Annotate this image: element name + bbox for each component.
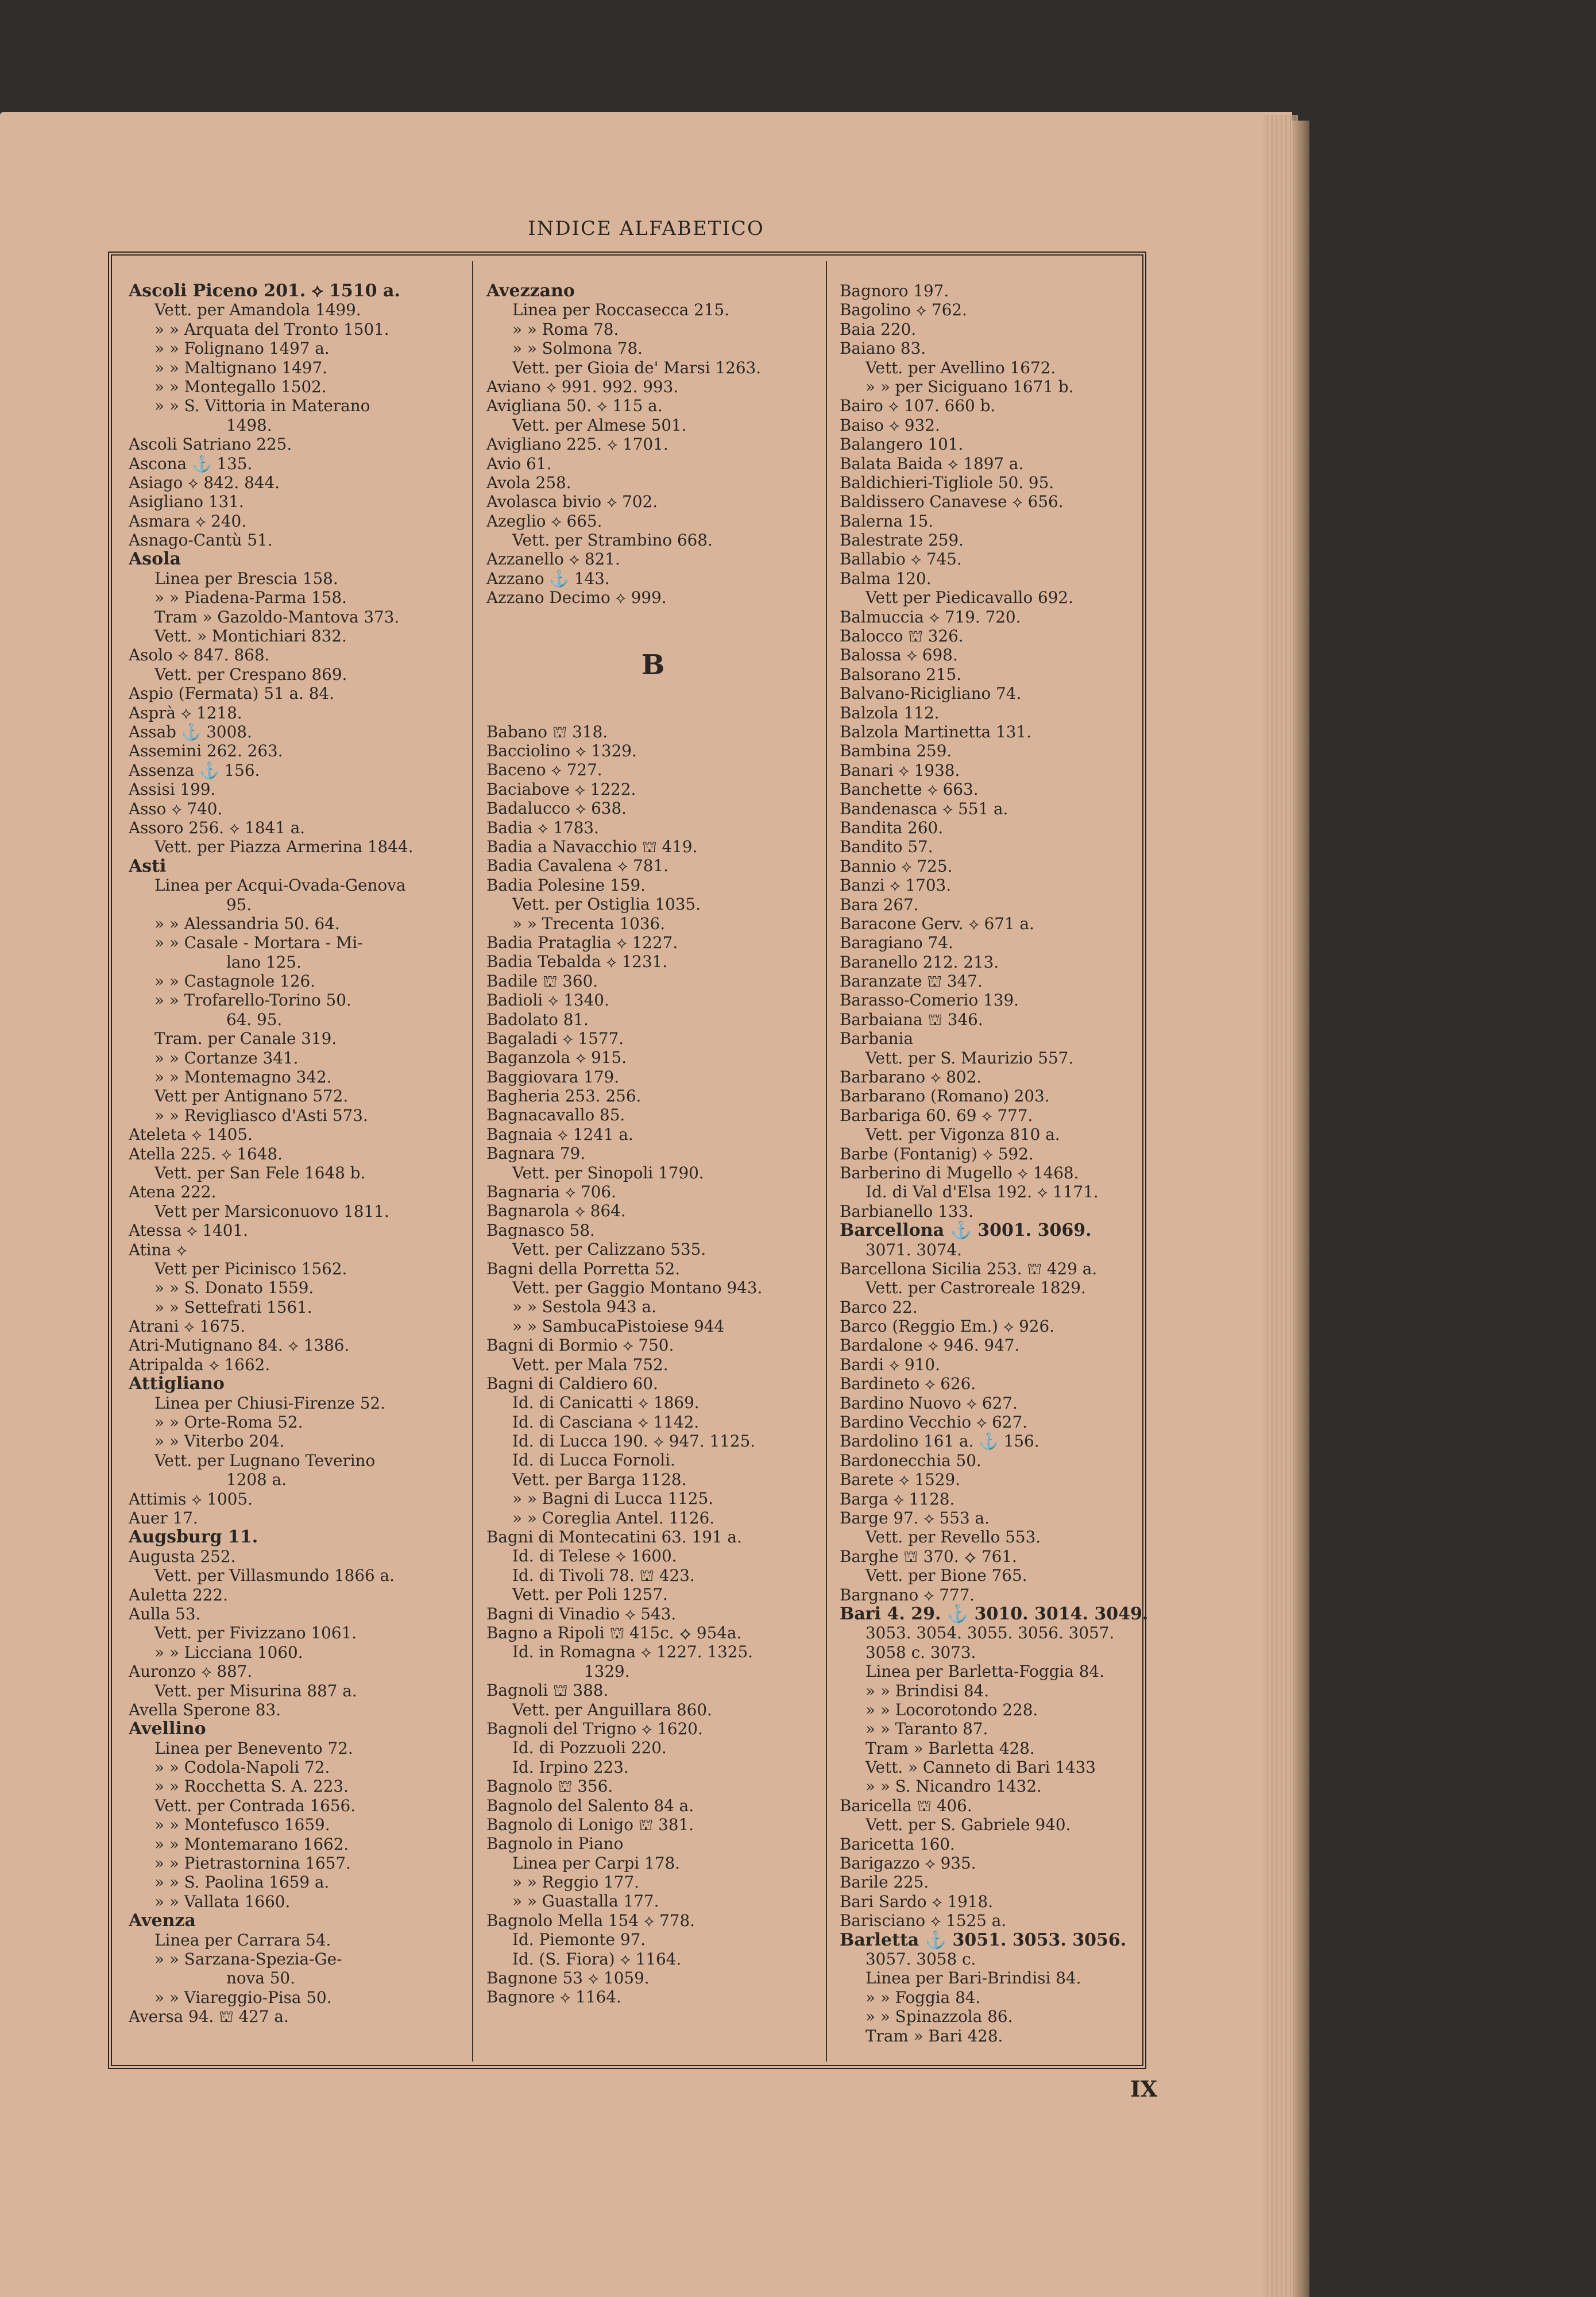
page-number: IX [1130, 2076, 1158, 2102]
index-entry: » » Codola-Napoli 72. [154, 1758, 330, 1777]
index-entry: Assoro 256. ⟡ 1841 a. [129, 818, 306, 837]
index-entry: Auletta 222. [129, 1585, 228, 1604]
index-entry: Vett. per Gioia de' Marsi 1263. [512, 358, 762, 377]
index-entry: » » Viareggio-Pisa 50. [154, 1987, 332, 2007]
index-entry: Barco (Reggio Em.) ⟡ 926. [840, 1317, 1054, 1336]
index-entry: Bagno a Ripoli ⛫ 415c. ⟡ 954a. [486, 1623, 742, 1642]
index-entry: Bardino Vecchio ⟡ 627. [840, 1413, 1028, 1432]
index-entry: Banzi ⟡ 1703. [840, 876, 952, 895]
index-entry: Bagnarola ⟡ 864. [486, 1201, 626, 1221]
index-entry: Auronzo ⟡ 887. [129, 1662, 253, 1681]
index-entry: Barbania [840, 1029, 914, 1049]
index-entry: Vett. » Montichiari 832. [154, 627, 347, 646]
index-entry: » » Trofarello-Torino 50. [154, 991, 351, 1010]
index-entry: Baiso ⟡ 932. [840, 415, 940, 435]
index-entry: Barge 97. ⟡ 553 a. [840, 1509, 990, 1528]
index-entry: Barberino di Mugello ⟡ 1468. [840, 1163, 1079, 1182]
index-entry: » » Rocchetta S. A. 223. [154, 1777, 349, 1796]
index-entry: Asprà ⟡ 1218. [129, 703, 242, 722]
index-entry: Badia Cavalena ⟡ 781. [486, 856, 668, 876]
index-entry: Assab ⚓ 3008. [129, 722, 252, 741]
index-entry: » » Montemagno 342. [154, 1068, 332, 1087]
index-entry: » » Orte-Roma 52. [154, 1413, 303, 1432]
index-entry: Bagnolo ⛫ 356. [486, 1777, 613, 1796]
index-entry: Bagnasco 58. [486, 1220, 595, 1240]
index-entry: Baricella ⛫ 406. [840, 1796, 972, 1815]
index-entry: Bagnolo in Piano [486, 1834, 624, 1854]
index-entry: Azeglio ⟡ 665. [486, 511, 602, 531]
index-entry: » » Bagni di Lucca 1125. [512, 1489, 714, 1509]
index-entry: » » Taranto 87. [865, 1719, 988, 1739]
index-entry-heading: Bari 4. 29. ⚓ 3010. 3014. 3049. [840, 1604, 1149, 1624]
index-entry: » » Arquata del Tronto 1501. [154, 319, 389, 339]
index-entry: Asiago ⟡ 842. 844. [129, 473, 280, 492]
index-entry: Vett. per Almese 501. [512, 415, 687, 435]
index-entry: lano 125. [226, 952, 302, 972]
index-entry: » » Maltignano 1497. [154, 358, 327, 377]
index-entry: Bardino Nuovo ⟡ 627. [840, 1393, 1018, 1413]
index-entry: Bambina 259. [840, 741, 952, 761]
column-divider [472, 261, 473, 2062]
index-entry: Bagolino ⟡ 762. [840, 300, 967, 320]
index-entry: Linea per Carpi 178. [512, 1853, 681, 1873]
index-entry: Badia Prataglia ⟡ 1227. [486, 933, 678, 952]
index-entry: Bacciolino ⟡ 1329. [486, 741, 637, 761]
index-entry: » » Solmona 78. [512, 339, 643, 358]
index-entry: Bandita 260. [840, 818, 944, 837]
index-entry: Aspio (Fermata) 51 a. 84. [129, 684, 334, 703]
index-entry-heading: Asti [129, 856, 167, 876]
index-entry: » » Montefusco 1659. [154, 1815, 330, 1835]
index-entry: Bandenasca ⟡ 551 a. [840, 799, 1008, 818]
index-entry: Avella Sperone 83. [129, 1700, 281, 1719]
index-entry: Assemini 262. 263. [129, 741, 283, 761]
index-entry: Atina ⟡ [129, 1240, 187, 1259]
index-entry: Baldichieri-Tigliole 50. 95. [840, 473, 1054, 492]
index-entry: Barbariga 60. 69 ⟡ 777. [840, 1105, 1033, 1125]
index-entry: nova 50. [226, 1969, 295, 1988]
index-entry: Bagnolo di Lonigo ⛫ 381. [486, 1815, 694, 1834]
index-entry: Barigazzo ⟡ 935. [840, 1854, 976, 1873]
index-entry: Bagnolo Mella 154 ⟡ 778. [486, 1911, 695, 1930]
index-entry: Asigliano 131. [129, 492, 244, 512]
index-entry: Ateleta ⟡ 1405. [129, 1125, 253, 1144]
index-entry: Baranello 212. 213. [840, 952, 999, 972]
index-entry: Linea per Roccasecca 215. [512, 300, 729, 320]
index-column-1 [129, 281, 462, 2027]
index-entry: Bargnano ⟡ 777. [840, 1585, 975, 1604]
index-entry: Id. di Lucca 190. ⟡ 947. 1125. [512, 1432, 756, 1451]
index-entry: Vett. per San Fele 1648 b. [154, 1163, 366, 1182]
index-entry: » » Trecenta 1036. [512, 914, 666, 933]
index-entry: Barbarano (Romano) 203. [840, 1086, 1050, 1106]
index-entry: Tram » Barletta 428. [865, 1738, 1035, 1758]
index-entry: Barasso-Comerio 139. [840, 991, 1019, 1010]
index-entry: Bagni di Caldiero 60. [486, 1374, 658, 1393]
index-entry: Bagnoli ⛫ 388. [486, 1681, 609, 1700]
index-entry: Atrani ⟡ 1675. [129, 1317, 246, 1336]
index-entry-heading: Barcellona ⚓ 3001. 3069. [840, 1221, 1092, 1240]
index-entry: Bairo ⟡ 107. 660 b. [840, 396, 996, 416]
index-entry: Vett. per Piazza Armerina 1844. [154, 837, 414, 857]
index-entry: Vett. per Strambino 668. [512, 531, 713, 550]
index-entry: Linea per Acqui-Ovada-Genova [154, 876, 406, 895]
index-entry: Augusta 252. [129, 1546, 236, 1566]
index-entry: » » Pietrastornina 1657. [154, 1854, 351, 1873]
index-entry: Linea per Barletta-Foggia 84. [865, 1662, 1105, 1681]
index-entry: Tram. per Canale 319. [154, 1029, 337, 1049]
index-entry: Vett. per S. Maurizio 557. [865, 1048, 1074, 1068]
index-entry: Vett. » Canneto di Bari 1433 [865, 1758, 1096, 1777]
index-entry: Balvano-Ricigliano 74. [840, 684, 1022, 703]
index-entry: » » Piadena-Parma 158. [154, 588, 347, 608]
index-entry: Avola 258. [486, 473, 571, 492]
index-entry: Balsorano 215. [840, 664, 962, 684]
index-entry: Bagni della Porretta 52. [486, 1259, 681, 1278]
index-entry: » » Casale - Mortara - Mi- [154, 933, 363, 953]
index-entry: » » per Siciguano 1671 b. [865, 377, 1074, 396]
index-entry-heading: Ascoli Piceno 201. ⟡ 1510 a. [129, 281, 400, 301]
index-entry: » » Montegallo 1502. [154, 377, 327, 396]
index-entry: Atessa ⟡ 1401. [129, 1221, 248, 1240]
index-entry-heading: Attigliano [129, 1374, 225, 1394]
index-entry: Baggiovara 179. [486, 1067, 620, 1086]
index-entry: Badioli ⟡ 1340. [486, 991, 609, 1010]
index-entry: 3057. 3058 c. [865, 1949, 976, 1969]
index-entry: » » Guastalla 177. [512, 1892, 659, 1911]
index-entry: » » Viterbo 204. [154, 1432, 285, 1451]
index-entry: Bardi ⟡ 910. [840, 1355, 940, 1374]
index-entry: Id. (S. Fiora) ⟡ 1164. [512, 1949, 682, 1969]
index-entry: Bagnolo del Salento 84 a. [486, 1796, 694, 1815]
index-entry: » » Reggio 177. [512, 1873, 640, 1892]
index-entry: Balestrate 259. [840, 531, 964, 550]
index-entry: Vett per Piedicavallo 692. [865, 588, 1073, 608]
index-entry: Id. Irpino 223. [512, 1757, 629, 1777]
index-entry: Vett per Marsiconuovo 1811. [154, 1201, 389, 1221]
index-entry: » » S. Vittoria in Materano [154, 396, 370, 416]
index-entry: Banchette ⟡ 663. [840, 780, 979, 799]
index-entry: » » Alessandria 50. 64. [154, 914, 340, 933]
index-entry: Baranzate ⛫ 347. [840, 972, 983, 991]
index-entry: » » Vallata 1660. [154, 1892, 291, 1911]
index-entry: Tram » Gazoldo-Mantova 373. [154, 607, 400, 627]
index-entry: Vett. per Villasmundo 1866 a. [154, 1566, 395, 1586]
index-entry: Vett. per Calizzano 535. [512, 1240, 706, 1259]
index-entry: Vett. per Mala 752. [512, 1355, 668, 1374]
page-header-title: INDICE ALFABETICO [528, 217, 764, 240]
index-entry: » » Montemarano 1662. [154, 1834, 349, 1854]
index-entry: Vett. per Contrada 1656. [154, 1796, 356, 1815]
index-entry: Badia Tebalda ⟡ 1231. [486, 952, 668, 972]
index-column-3 [840, 281, 1173, 2045]
index-entry: Aviano ⟡ 991. 992. 993. [486, 377, 679, 396]
index-entry: Vett. per Gaggio Montano 943. [512, 1278, 763, 1297]
index-entry: Balocco ⛫ 326. [840, 627, 964, 646]
index-entry: Vett. per Misurina 887 a. [154, 1681, 357, 1700]
index-entry: Atella 225. ⟡ 1648. [129, 1144, 283, 1163]
column-divider [826, 261, 827, 2062]
index-entry: » » Roma 78. [512, 319, 619, 339]
index-entry: Badolato 81. [486, 1010, 589, 1029]
index-entry: Vett. per Bione 765. [865, 1566, 1027, 1586]
index-entry: Baragiano 74. [840, 933, 953, 953]
index-entry: Barga ⟡ 1128. [840, 1489, 955, 1509]
index-entry: Baciabove ⟡ 1222. [486, 779, 636, 799]
index-entry: 1498. [226, 415, 272, 435]
index-entry: » » Revigliasco d'Asti 573. [154, 1105, 368, 1125]
index-entry: Azzano Decimo ⟡ 999. [486, 588, 667, 608]
index-entry: Atri-Mutignano 84. ⟡ 1386. [129, 1336, 350, 1355]
index-entry: Id. di Val d'Elsa 192. ⟡ 1171. [865, 1182, 1099, 1202]
index-entry: 3053. 3054. 3055. 3056. 3057. [865, 1623, 1115, 1643]
index-entry: » » Castagnole 126. [154, 972, 316, 991]
index-entry: Vett. per Lugnano Teverino [154, 1451, 376, 1470]
index-entry: Badile ⛫ 360. [486, 971, 598, 991]
index-entry: Vett. per Revello 553. [865, 1528, 1041, 1547]
index-entry: Badalucco ⟡ 638. [486, 799, 627, 818]
index-entry-heading: Avezzano [486, 281, 575, 301]
index-entry: Asnago-Cantù 51. [129, 531, 273, 550]
index-entry: Vett. per Barga 1128. [512, 1470, 687, 1489]
index-entry: Id. di Casciana ⟡ 1142. [512, 1412, 700, 1432]
index-entry: 1208 a. [226, 1470, 287, 1490]
index-entry: Aversa 94. ⛫ 427 a. [129, 2007, 289, 2027]
index-entry: » » Brindisi 84. [865, 1681, 990, 1700]
index-entry: Vett. per Amandola 1499. [154, 300, 361, 320]
index-entry: Linea per Chiusi-Firenze 52. [154, 1393, 385, 1413]
index-entry: Barbe (Fontanig) ⟡ 592. [840, 1144, 1034, 1163]
index-entry: Tram » Bari 428. [865, 2026, 1003, 2045]
index-entry: Ballabio ⟡ 745. [840, 550, 962, 569]
index-entry: » » SambucaPistoiese 944 [512, 1316, 725, 1336]
index-entry: Barete ⟡ 1529. [840, 1470, 960, 1490]
index-entry: Vett per Antignano 572. [154, 1086, 349, 1106]
index-entry: Balzola 112. [840, 703, 940, 722]
index-entry: Balossa ⟡ 698. [840, 645, 958, 665]
index-entry: Barghe ⛫ 370. ⟡ 761. [840, 1546, 1017, 1566]
index-entry: Badia Polesine 159. [486, 875, 646, 895]
index-entry: Bagnaria ⟡ 706. [486, 1182, 616, 1202]
index-entry: Attimis ⟡ 1005. [129, 1489, 253, 1509]
index-entry-heading: Avellino [129, 1719, 206, 1739]
index-entry: Barbarano ⟡ 802. [840, 1068, 982, 1087]
index-entry: Bagnone 53 ⟡ 1059. [486, 1969, 650, 1988]
index-entry: Baia 220. [840, 319, 917, 339]
index-entry: Vett. per Castroreale 1829. [865, 1278, 1086, 1298]
index-entry: Balma 120. [840, 569, 932, 588]
index-entry: Barco 22. [840, 1297, 918, 1317]
index-entry: » » S. Nicandro 1432. [865, 1777, 1042, 1796]
index-entry: Barisciano ⟡ 1525 a. [840, 1911, 1007, 1931]
index-entry: Bagnacavallo 85. [486, 1105, 625, 1125]
index-entry: 1329. [584, 1661, 630, 1681]
index-entry: » » Coreglia Antel. 1126. [512, 1508, 715, 1528]
index-entry: Aulla 53. [129, 1604, 201, 1623]
index-entry: Bardolino 161 a. ⚓ 156. [840, 1432, 1039, 1451]
index-entry: 95. [226, 895, 252, 914]
index-entry: Baldissero Canavese ⟡ 656. [840, 492, 1064, 512]
index-entry: Bari Sardo ⟡ 1918. [840, 1892, 994, 1911]
index-entry: Vett. per Anguillara 860. [512, 1700, 712, 1719]
index-entry: Vett. per Sinopoli 1790. [512, 1163, 704, 1182]
index-entry: Id. di Tivoli 78. ⛫ 423. [512, 1565, 695, 1585]
index-entry: » » S. Donato 1559. [154, 1278, 314, 1298]
index-entry: Bardonecchia 50. [840, 1451, 981, 1470]
index-entry: Id. Piemonte 97. [512, 1930, 646, 1950]
index-entry: » » Spinazzola 86. [865, 2007, 1013, 2027]
index-entry: Avio 61. [486, 454, 552, 473]
index-entry: Bagaladi ⟡ 1577. [486, 1028, 624, 1048]
index-entry: Id. in Romagna ⟡ 1227. 1325. [512, 1642, 753, 1662]
index-entry: Vett per Picinisco 1562. [154, 1259, 347, 1278]
index-entry: Bara 267. [840, 895, 919, 914]
index-entry: Bagnore ⟡ 1164. [486, 1987, 621, 2007]
index-entry: » » Licciana 1060. [154, 1642, 303, 1662]
index-entry: Vett. per Fivizzano 1061. [154, 1623, 357, 1643]
index-entry: Asso ⟡ 740. [129, 799, 223, 818]
index-entry: Linea per Bari-Brindisi 84. [865, 1969, 1081, 1988]
index-entry: Bagheria 253. 256. [486, 1086, 642, 1106]
index-entry: Atena 222. [129, 1182, 217, 1202]
index-entry: » » Foggia 84. [865, 1987, 981, 2007]
index-entry: Assenza ⚓ 156. [129, 760, 260, 780]
index-entry: » » Cortanze 341. [154, 1048, 299, 1068]
index-entry: Babano ⛫ 318. [486, 722, 608, 741]
index-entry: Vett. per Vigonza 810 a. [865, 1125, 1060, 1144]
section-letter: B [641, 648, 665, 681]
index-entry: Vett. per Crespano 869. [154, 664, 347, 684]
index-entry: Baiano 83. [840, 339, 926, 358]
index-entry: Bardalone ⟡ 946. 947. [840, 1336, 1020, 1355]
index-entry: Id. di Canicatti ⟡ 1869. [512, 1393, 700, 1413]
index-entry: Avigliano 225. ⟡ 1701. [486, 435, 668, 454]
index-entry: Bagnoli del Trigno ⟡ 1620. [486, 1719, 703, 1738]
index-entry: Asolo ⟡ 847. 868. [129, 645, 270, 665]
index-entry: Asmara ⟡ 240. [129, 511, 247, 531]
index-entry-heading: Barletta ⚓ 3051. 3053. 3056. [840, 1930, 1127, 1950]
index-entry: Linea per Benevento 72. [154, 1738, 353, 1758]
index-entry: » » Locorotondo 228. [865, 1700, 1038, 1719]
index-entry: Badia ⟡ 1783. [486, 818, 599, 837]
index-entry: Barile 225. [840, 1873, 929, 1892]
index-entry: Auer 17. [129, 1509, 198, 1528]
index-entry: Id. di Lucca Fornoli. [512, 1451, 675, 1470]
index-entry: Atripalda ⟡ 1662. [129, 1355, 270, 1374]
index-entry: Baganzola ⟡ 915. [486, 1048, 627, 1068]
index-entry: Linea per Brescia 158. [154, 569, 338, 588]
index-entry: » » Sarzana-Spezia-Ge- [154, 1949, 342, 1969]
index-entry: Linea per Carrara 54. [154, 1930, 331, 1950]
index-entry: Azzanello ⟡ 821. [486, 550, 620, 569]
index-entry: Bagnaia ⟡ 1241 a. [486, 1124, 633, 1144]
index-entry: Balmuccia ⟡ 719. 720. [840, 607, 1021, 627]
index-entry: » » Settefrati 1561. [154, 1297, 312, 1317]
index-entry: Bagni di Bormio ⟡ 750. [486, 1336, 674, 1355]
index-entry: Bagnara 79. [486, 1144, 586, 1163]
index-entry: 3071. 3074. [865, 1240, 962, 1259]
index-entry: Baceno ⟡ 727. [486, 760, 602, 780]
index-entry: Balzola Martinetta 131. [840, 722, 1031, 741]
index-entry: Bardineto ⟡ 626. [840, 1374, 976, 1394]
index-entry: Barbaiana ⛫ 346. [840, 1010, 983, 1029]
index-entry: » » Sestola 943 a. [512, 1297, 656, 1317]
index-entry: Badia a Navacchio ⛫ 419. [486, 837, 698, 856]
index-entry: Banari ⟡ 1938. [840, 760, 960, 780]
index-entry: Barcellona Sicilia 253. ⛫ 429 a. [840, 1259, 1098, 1278]
index-entry: Baracone Gerv. ⟡ 671 a. [840, 914, 1034, 933]
index-entry: Bagni di Montecatini 63. 191 a. [486, 1528, 742, 1547]
index-entry-heading: Avenza [129, 1911, 196, 1931]
index-entry: Bandito 57. [840, 837, 933, 857]
index-entry: Avolasca bivio ⟡ 702. [486, 492, 658, 512]
index-entry: Balerna 15. [840, 511, 934, 531]
index-entry-heading: Asola [129, 550, 181, 569]
index-entry: 64. 95. [226, 1010, 283, 1029]
index-entry: Id. di Pozzuoli 220. [512, 1738, 667, 1758]
index-entry: Vett. per Avellino 1672. [865, 358, 1056, 377]
index-entry: Assisi 199. [129, 780, 216, 799]
index-entry: Ascona ⚓ 135. [129, 454, 253, 473]
index-entry: Bannio ⟡ 725. [840, 856, 953, 876]
index-entry: Ascoli Satriano 225. [129, 435, 292, 454]
index-entry: Baricetta 160. [840, 1834, 955, 1854]
index-entry: Bagni di Vinadio ⟡ 543. [486, 1604, 677, 1623]
index-entry: » » Folignano 1497 a. [154, 339, 330, 358]
index-entry: Avigliana 50. ⟡ 115 a. [486, 396, 663, 416]
index-entry: Id. di Telese ⟡ 1600. [512, 1546, 677, 1566]
book-edge-shadow [1292, 121, 1309, 2297]
index-entry: 3058 c. 3073. [865, 1642, 976, 1662]
index-entry: Vett. per Ostiglia 1035. [512, 895, 701, 914]
index-entry: Vett. per Poli 1257. [512, 1585, 668, 1604]
index-entry: Bagnoro 197. [840, 281, 949, 300]
index-entry: » » S. Paolina 1659 a. [154, 1873, 330, 1892]
index-entry: Barbianello 133. [840, 1201, 974, 1221]
index-entry: Azzano ⚓ 143. [486, 569, 610, 588]
index-entry: Balangero 101. [840, 435, 964, 454]
index-column-2 [486, 281, 820, 2007]
index-entry: Balata Baida ⟡ 1897 a. [840, 454, 1024, 473]
index-entry: Vett. per S. Gabriele 940. [865, 1815, 1071, 1835]
index-entry-heading: Augsburg 11. [129, 1528, 258, 1547]
